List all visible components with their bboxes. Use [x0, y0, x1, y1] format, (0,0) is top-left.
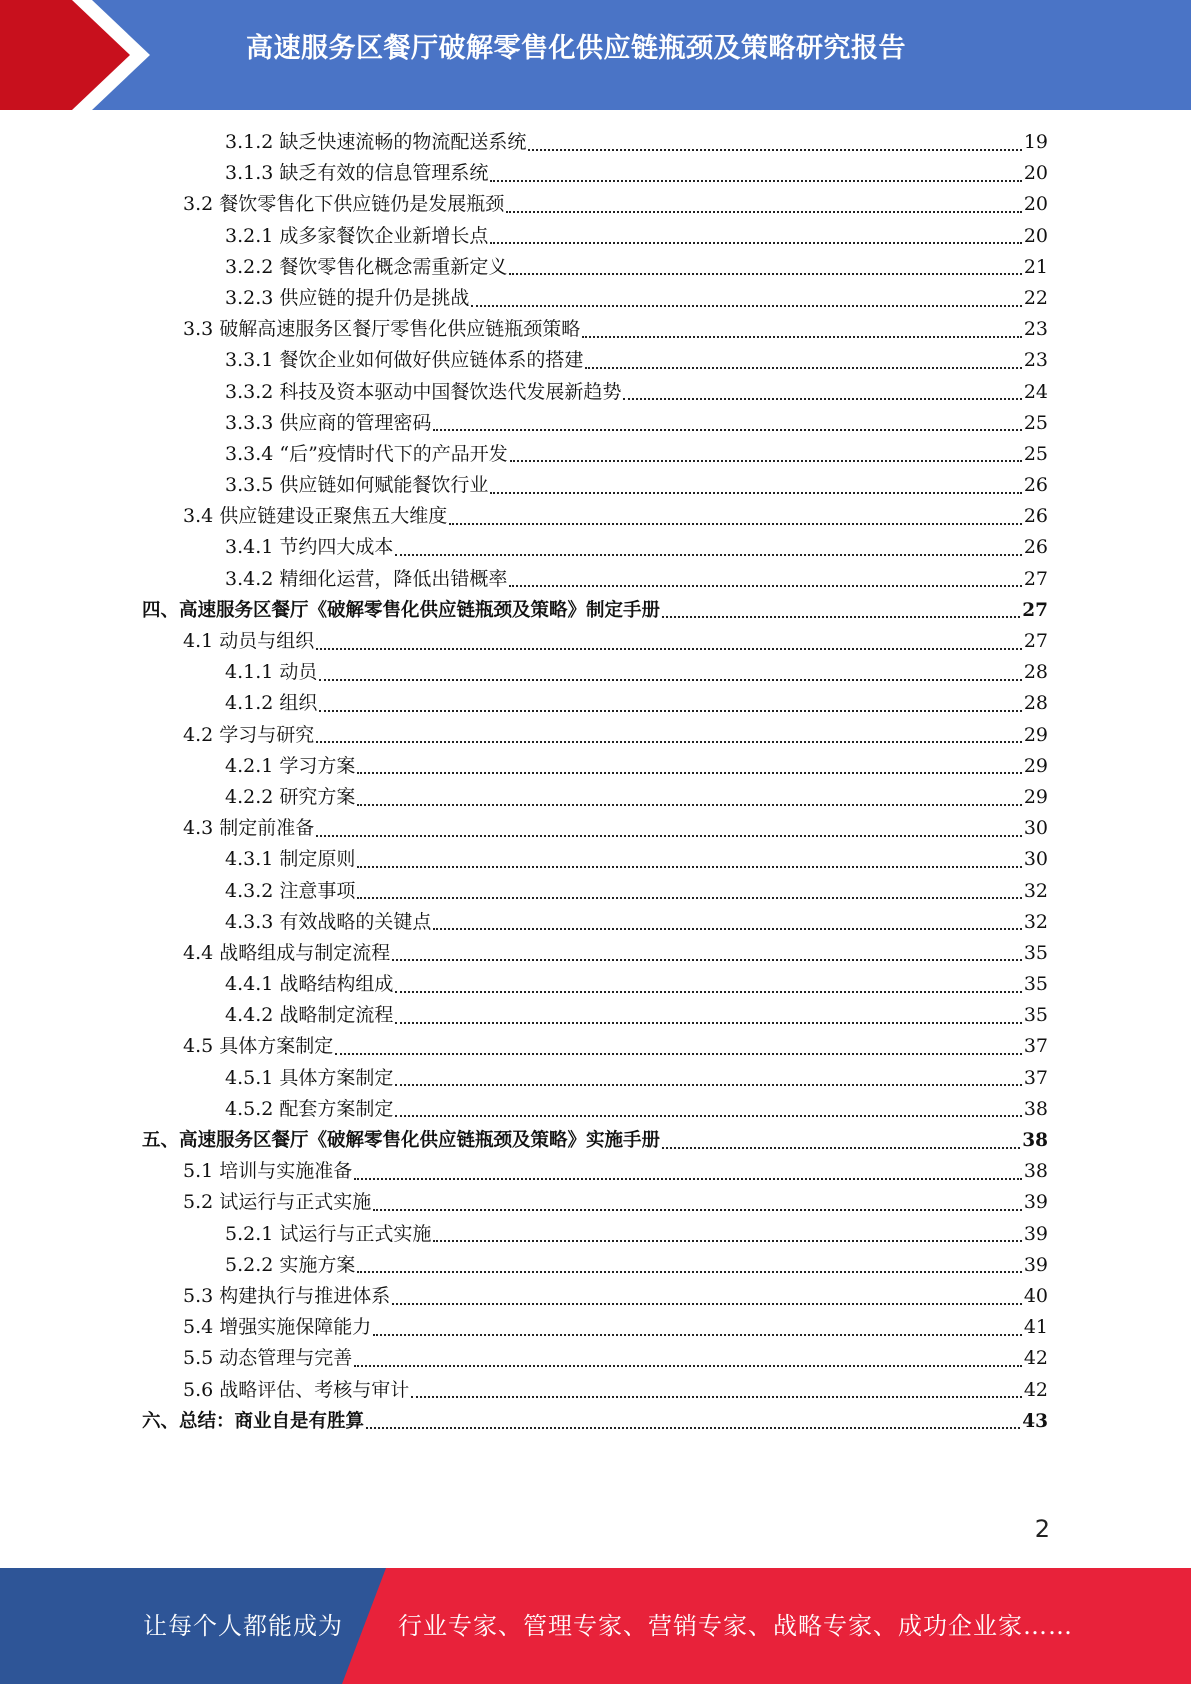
toc-entry-page: 32 [1023, 910, 1048, 933]
toc-entry[interactable] [0, 501, 1048, 532]
toc-entry[interactable] [0, 1312, 1048, 1343]
toc-dot-leader [373, 1209, 1022, 1211]
toc-entry-label: 5.2 试运行与正式实施 [183, 1191, 372, 1214]
toc-entry-page: 27 [1023, 630, 1048, 652]
toc-entry-label: 4.1 动员与组织 [183, 630, 315, 652]
toc-entry-page: 20 [1023, 224, 1048, 247]
toc-entry-page: 29 [1023, 723, 1048, 746]
toc-entry-label: 4.1.2 组织 [225, 692, 318, 715]
toc-entry-label: 5.1 培训与实施准备 [183, 1160, 353, 1183]
toc-dot-leader [411, 1396, 1022, 1398]
toc-entry-label: 4.4.2 战略制定流程 [225, 1004, 394, 1027]
toc-entry-page: 43 [1022, 1410, 1048, 1432]
toc-dot-leader [509, 273, 1021, 275]
toc-entry-label: 4.1.1 动员 [225, 661, 318, 684]
toc-dot-leader [357, 1271, 1021, 1273]
toc-entry-page: 39 [1023, 1253, 1048, 1276]
toc-dot-leader [373, 1334, 1022, 1336]
toc-dot-leader [490, 242, 1021, 244]
toc-entry-page: 32 [1023, 879, 1048, 902]
toc-entry-label: 4.2 学习与研究 [183, 723, 315, 746]
toc-entry-page: 20 [1023, 193, 1048, 216]
toc-entry-label: 3.4.1 节约四大成本 [225, 536, 394, 559]
toc-entry-page: 25 [1023, 442, 1048, 465]
toc-entry-page: 20 [1023, 162, 1048, 185]
toc-entry-label: 5.5 动态管理与完善 [183, 1347, 353, 1370]
toc-dot-leader [395, 1084, 1021, 1086]
toc-entry-page: 28 [1023, 692, 1048, 715]
toc-entry-page: 37 [1023, 1066, 1048, 1089]
toc-entry-label: 4.2.1 学习方案 [225, 754, 356, 777]
toc-dot-leader [623, 398, 1021, 400]
toc-entry[interactable] [0, 844, 1048, 875]
toc-entry[interactable] [0, 470, 1048, 501]
toc-entry-page: 27 [1023, 567, 1048, 590]
toc-entry-label: 3.1.2 缺乏快速流畅的物流配送系统 [225, 131, 527, 153]
toc-dot-leader [357, 804, 1021, 806]
toc-entry[interactable] [0, 720, 1048, 751]
toc-entry-label: 4.2.2 研究方案 [225, 785, 356, 808]
toc-entry[interactable] [0, 345, 1048, 376]
toc-entry-page: 35 [1023, 973, 1048, 996]
toc-entry[interactable] [0, 377, 1048, 408]
table-of-contents [0, 127, 1191, 1437]
toc-entry[interactable] [0, 1063, 1048, 1094]
toc-entry-label: 5.2.2 实施方案 [225, 1253, 356, 1276]
toc-entry[interactable] [0, 688, 1048, 719]
toc-dot-leader [662, 616, 1020, 618]
page-number: 2 [1034, 1515, 1050, 1543]
toc-entry-page: 23 [1023, 318, 1048, 341]
toc-dot-leader [395, 991, 1021, 993]
toc-entry[interactable] [0, 751, 1048, 782]
toc-entry-label: 3.3.1 餐饮企业如何做好供应链体系的搭建 [225, 349, 584, 372]
page-header [0, 0, 1191, 110]
toc-dot-leader [509, 585, 1021, 587]
footer-slogan-right: 行业专家、管理专家、营销专家、战略专家、成功企业家…… [398, 1612, 1073, 1640]
toc-entry-label: 3.3.2 科技及资本驱动中国餐饮迭代发展新趋势 [225, 380, 622, 403]
toc-entry-label: 4.3.1 制定原则 [225, 848, 356, 871]
toc-dot-leader [316, 741, 1022, 743]
toc-dot-leader [335, 1053, 1022, 1055]
toc-entry-label: 4.5.1 具体方案制定 [225, 1066, 394, 1089]
toc-dot-leader [433, 928, 1021, 930]
toc-entry-label: 5.6 战略评估、考核与审计 [183, 1378, 410, 1401]
toc-entry-label: 4.3.2 注意事项 [225, 879, 356, 902]
toc-entry-label: 4.5.2 配套方案制定 [225, 1097, 394, 1120]
toc-entry[interactable] [0, 1343, 1048, 1374]
toc-entry[interactable] [0, 1031, 1048, 1062]
toc-dot-leader [490, 492, 1021, 494]
toc-entry-page: 38 [1023, 1160, 1048, 1183]
toc-entry-page: 28 [1023, 661, 1048, 684]
toc-entry[interactable] [0, 408, 1048, 439]
toc-entry-label: 3.4 供应链建设正聚焦五大维度 [183, 505, 448, 528]
page-footer [0, 1568, 1191, 1684]
toc-entry-page: 19 [1023, 131, 1048, 153]
document-title: 高速服务区餐厅破解零售化供应链瓶颈及策略研究报告 [246, 33, 906, 64]
toc-dot-leader [366, 1427, 1020, 1429]
toc-dot-leader [506, 211, 1022, 213]
toc-entry[interactable] [0, 657, 1048, 688]
toc-entry[interactable] [0, 1250, 1048, 1281]
toc-entry[interactable] [0, 314, 1048, 345]
toc-entry-page: 38 [1023, 1097, 1048, 1120]
toc-entry[interactable] [0, 1281, 1048, 1312]
toc-entry-label: 4.3 制定前准备 [183, 817, 315, 840]
toc-entry[interactable] [0, 969, 1048, 1000]
toc-entry-label: 3.3.4 “后”疫情时代下的产品开发 [225, 442, 508, 465]
toc-entry[interactable] [0, 1000, 1048, 1031]
toc-entry-page: 42 [1023, 1378, 1048, 1401]
toc-entry[interactable] [0, 626, 1048, 657]
toc-dot-leader [582, 336, 1022, 338]
toc-dot-leader [662, 1147, 1020, 1149]
toc-entry-page: 30 [1023, 817, 1048, 840]
toc-entry-label: 3.2.1 成多家餐饮企业新增长点 [225, 224, 489, 247]
toc-dot-leader [585, 367, 1021, 369]
toc-dot-leader [357, 897, 1021, 899]
toc-entry-page: 42 [1023, 1347, 1048, 1370]
toc-dot-leader [357, 866, 1021, 868]
toc-entry[interactable] [0, 907, 1048, 938]
toc-dot-leader [357, 772, 1021, 774]
toc-entry-label: 4.3.3 有效战略的关键点 [225, 910, 432, 933]
toc-entry-label: 3.2.3 供应链的提升仍是挑战 [225, 286, 470, 309]
toc-entry-label: 5.3 构建执行与推进体系 [183, 1284, 391, 1307]
toc-dot-leader [449, 523, 1022, 525]
toc-dot-leader [354, 1365, 1022, 1367]
toc-entry[interactable] [0, 876, 1048, 907]
toc-entry-label: 5.2.1 试运行与正式实施 [225, 1222, 432, 1245]
toc-entry[interactable] [0, 532, 1048, 563]
toc-entry[interactable] [0, 938, 1048, 969]
toc-entry[interactable] [0, 782, 1048, 813]
toc-entry-label: 3.2 餐饮零售化下供应链仍是发展瓶颈 [183, 193, 505, 216]
toc-entry-page: 22 [1023, 286, 1048, 309]
toc-entry[interactable] [0, 189, 1048, 220]
toc-entry-label: 3.3.5 供应链如何赋能餐饮行业 [225, 474, 489, 497]
toc-entry-label: 4.5 具体方案制定 [183, 1035, 334, 1058]
toc-dot-leader [395, 1022, 1021, 1024]
toc-entry[interactable] [0, 595, 1048, 626]
toc-dot-leader [433, 1240, 1021, 1242]
toc-entry[interactable] [0, 221, 1048, 252]
toc-entry-page: 40 [1023, 1284, 1048, 1307]
toc-entry-page: 29 [1023, 785, 1048, 808]
toc-entry[interactable] [0, 252, 1048, 283]
toc-entry-page: 25 [1023, 411, 1048, 434]
toc-entry-label: 3.3.3 供应商的管理密码 [225, 411, 432, 434]
toc-dot-leader [354, 1178, 1022, 1180]
toc-entry-page: 21 [1023, 255, 1048, 278]
toc-entry-page: 29 [1023, 754, 1048, 777]
toc-entry-page: 27 [1022, 599, 1048, 621]
toc-entry-page: 38 [1022, 1130, 1048, 1151]
toc-dot-leader [395, 1115, 1021, 1117]
toc-entry[interactable] [0, 1219, 1048, 1250]
toc-entry-page: 41 [1023, 1316, 1048, 1339]
toc-entry[interactable] [0, 158, 1048, 189]
footer-slogan-left: 让每个人都能成为 [143, 1612, 343, 1640]
toc-entry-page: 35 [1023, 1004, 1048, 1027]
toc-dot-leader [319, 679, 1021, 681]
toc-dot-leader [392, 1303, 1022, 1305]
toc-entry-page: 24 [1023, 380, 1048, 403]
toc-entry-label: 5.4 增强实施保障能力 [183, 1316, 372, 1339]
toc-dot-leader [395, 554, 1021, 556]
toc-entry-label: 五、高速服务区餐厅《破解零售化供应链瓶颈及策略》实施手册 [142, 1130, 661, 1151]
toc-entry-page: 39 [1023, 1222, 1048, 1245]
toc-entry-page: 23 [1023, 349, 1048, 372]
toc-entry-page: 39 [1023, 1191, 1048, 1214]
toc-dot-leader [392, 959, 1022, 961]
toc-entry[interactable] [0, 283, 1048, 314]
toc-entry[interactable] [0, 1094, 1048, 1125]
toc-entry-page: 26 [1023, 536, 1048, 559]
toc-entry[interactable] [0, 1125, 1048, 1156]
toc-entry-page: 30 [1023, 848, 1048, 871]
toc-entry-label: 4.4 战略组成与制定流程 [183, 941, 391, 964]
toc-entry-page: 37 [1023, 1035, 1048, 1058]
toc-dot-leader [510, 460, 1022, 462]
toc-entry[interactable] [0, 1375, 1048, 1406]
toc-entry-label: 3.3 破解高速服务区餐厅零售化供应链瓶颈策略 [183, 318, 581, 341]
toc-entry-page: 26 [1023, 474, 1048, 497]
toc-entry-label: 4.4.1 战略结构组成 [225, 973, 394, 996]
toc-dot-leader [316, 648, 1022, 650]
toc-entry[interactable] [0, 1156, 1048, 1187]
toc-entry-label: 六、总结：商业自是有胜算 [142, 1410, 365, 1432]
toc-dot-leader [471, 305, 1021, 307]
toc-entry-page: 35 [1023, 941, 1048, 964]
toc-entry-label: 3.1.3 缺乏有效的信息管理系统 [225, 162, 489, 185]
toc-dot-leader [319, 710, 1021, 712]
toc-entry-label: 四、高速服务区餐厅《破解零售化供应链瓶颈及策略》制定手册 [142, 599, 661, 621]
toc-entry[interactable] [0, 439, 1048, 470]
toc-entry[interactable] [0, 127, 1048, 158]
toc-entry[interactable] [0, 1406, 1048, 1437]
toc-dot-leader [490, 180, 1021, 182]
toc-dot-leader [316, 835, 1022, 837]
toc-dot-leader [528, 149, 1021, 151]
toc-entry[interactable] [0, 1187, 1048, 1218]
toc-entry-label: 3.2.2 餐饮零售化概念需重新定义 [225, 255, 508, 278]
toc-dot-leader [433, 429, 1021, 431]
toc-entry-page: 26 [1023, 505, 1048, 528]
toc-entry[interactable] [0, 564, 1048, 595]
toc-entry[interactable] [0, 813, 1048, 844]
toc-entry-label: 3.4.2 精细化运营，降低出错概率 [225, 567, 508, 590]
